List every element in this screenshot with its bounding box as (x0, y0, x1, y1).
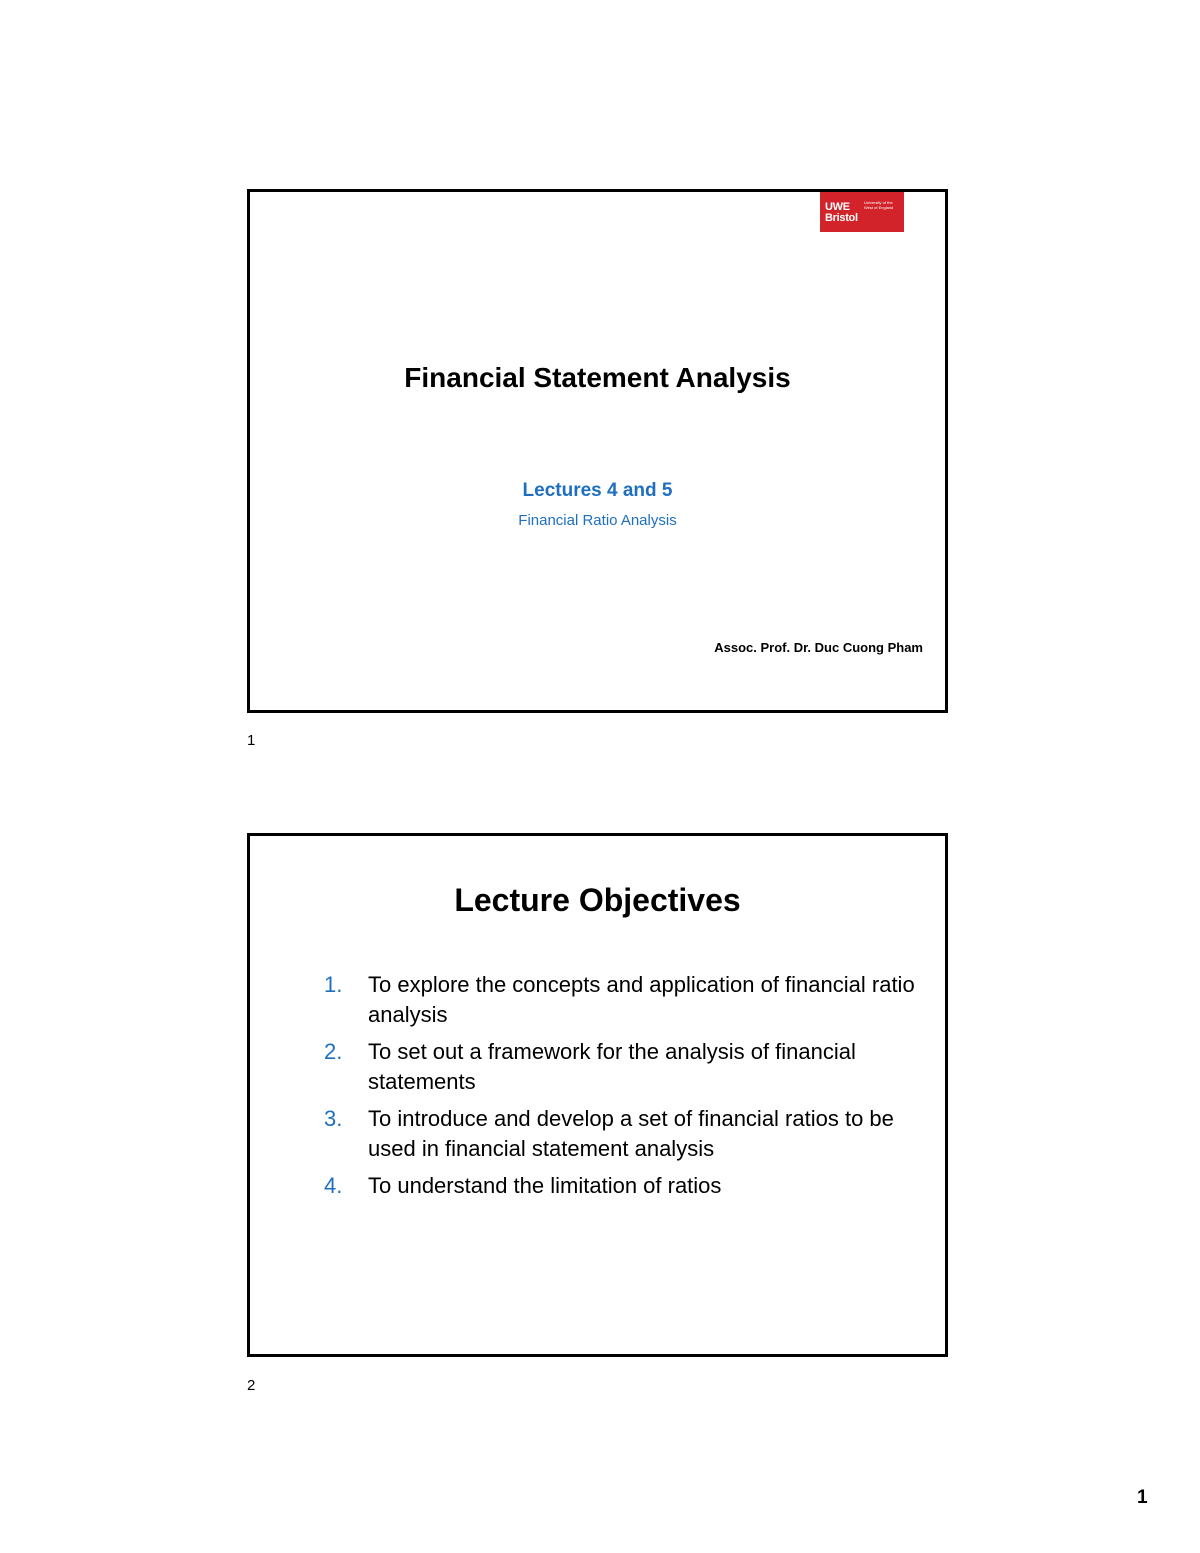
objective-number: 2. (324, 1039, 343, 1064)
objective-text: To set out a framework for the analysis of financial statements (368, 1039, 856, 1094)
objective-number: 4. (324, 1173, 343, 1198)
slide-1-subheading: Financial Ratio Analysis (518, 512, 677, 529)
objective-text: To explore the concepts and application of financial ratio analysis (368, 972, 915, 1027)
slide-1 (247, 189, 948, 713)
slide-1-subtitle: Lectures 4 and 5 (522, 480, 673, 501)
list-item (324, 1171, 924, 1201)
objectives-list (324, 970, 924, 1208)
slide-2 (247, 833, 948, 1357)
slide-1-author: Assoc. Prof. Dr. Duc Cuong Pham (714, 640, 923, 655)
logo-tagline: University of the West of England (864, 200, 894, 210)
objective-text: To introduce and develop a set of financial ratios to be used in financial statement analysis (368, 1106, 894, 1161)
slide-1-title: Financial Statement Analysis (404, 362, 791, 393)
objective-text: To understand the limitation of ratios (368, 1173, 722, 1198)
list-item (324, 970, 924, 1030)
slide-2-number: 2 (247, 1377, 256, 1394)
slide-1-number: 1 (247, 732, 256, 749)
logo-text-line1: UWE (825, 201, 850, 213)
slide-2-title: Lecture Objectives (454, 882, 741, 918)
objective-number: 3. (324, 1106, 343, 1131)
logo-text-line2: Bristol (825, 212, 858, 224)
uwe-bristol-logo (820, 192, 904, 232)
objective-number: 1. (324, 972, 343, 997)
list-item (324, 1104, 924, 1164)
page-number: 1 (1137, 1487, 1148, 1508)
list-item (324, 1037, 924, 1097)
